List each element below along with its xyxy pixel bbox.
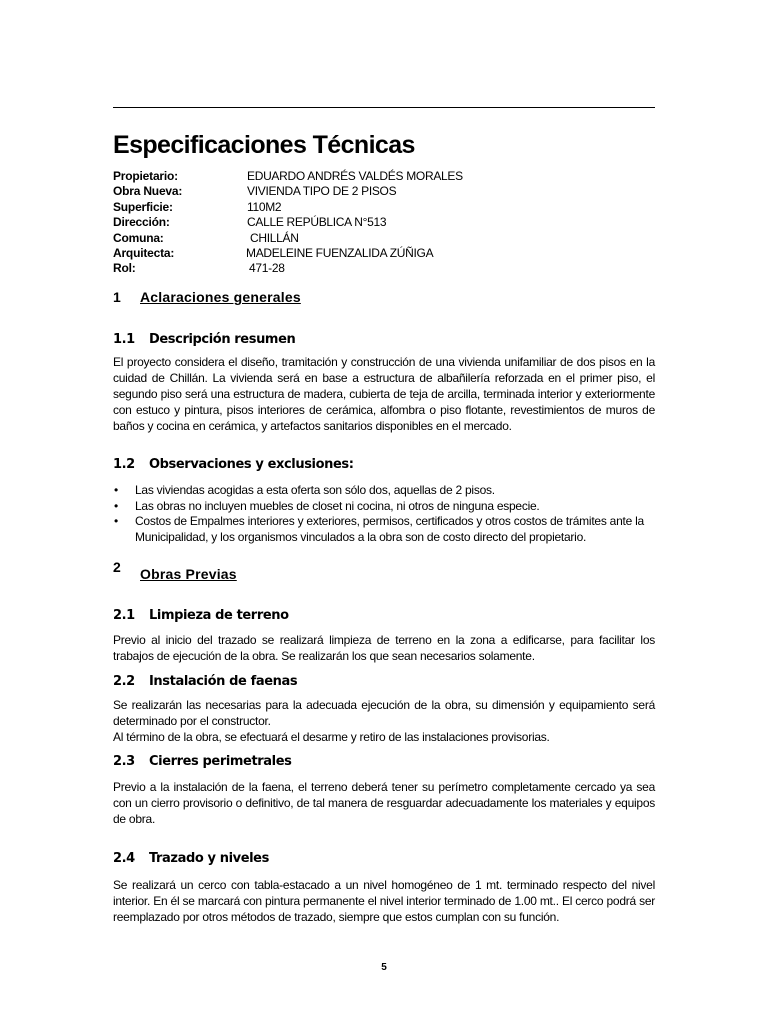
exclusions-list xyxy=(113,483,655,545)
section-1-1-paragraph xyxy=(113,354,655,434)
info-label: Obra Nueva: xyxy=(113,184,183,199)
paragraph-text: Se realizará un cerco con tabla-estacado a un nivel homogéneo de 1 mt. terminado respecto del nivel interior. En él se marcará con pintura permanente el nivel interior terminado de 1.00 mt.. El cerco podrá ser reemplazado por otros métodos de trazado, siempre que estos cumplan con su función. xyxy=(113,878,655,924)
info-value: CALLE REPÚBLICA N°513 xyxy=(247,215,387,230)
info-label: Dirección: xyxy=(113,215,170,230)
section-number: 2.1 xyxy=(113,608,135,623)
section-2-3-paragraph xyxy=(113,779,655,827)
section-title: Trazado y niveles xyxy=(149,851,269,866)
paragraph-text: Previo al inicio del trazado se realizará limpieza de terreno en la zona a edificarse, para facilitar los trabajos de ejecución de la obra. Se realizarán los que sean necesarios solamente. xyxy=(113,633,655,663)
paragraph-text: El proyecto considera el diseño, tramitación y construcción de una vivienda unifamiliar de dos pisos en la cuidad de Chillán. La vivienda será en base a estructura de albañilería reforzada en el primer piso, el segundo piso será una estructura de madera, cubierta de teja de arcilla, terminada interior y exteriormente con estuco y pintura, pisos interiores de cerámica, alfombra o piso flotante, revestimientos de muros de baños y cocina en cerámica, y artefactos sanitarios disponibles en el mercado. xyxy=(113,355,655,433)
section-number: 1 xyxy=(113,289,121,305)
paragraph-text: Al término de la obra, se efectuará el desarme y retiro de las instalaciones provisorias. xyxy=(113,730,550,744)
info-value: EDUARDO ANDRÉS VALDÉS MORALES xyxy=(247,169,463,183)
section-title: Observaciones y exclusiones: xyxy=(149,457,354,472)
section-2-4-paragraph xyxy=(113,877,655,925)
section-number: 1.2 xyxy=(113,457,135,472)
section-title: Aclaraciones generales xyxy=(140,289,301,305)
info-label: Rol: xyxy=(113,261,136,276)
list-item: • Las obras no incluyen muebles de closet ni cocina, ni otros de ninguna especie. xyxy=(113,499,655,515)
info-value: MADELEINE FUENZALIDA ZÚÑIGA xyxy=(246,245,434,260)
info-label: Arquitecta: xyxy=(113,245,175,260)
paragraph-text: Previo a la instalación de la faena, el terreno deberá tener su perímetro completamente cercado ya sea con un cierro provisorio o definitivo, de tal manera de resguardar adecuadamente los materiales y equipos de obra. xyxy=(113,780,655,826)
info-value: 471-28 xyxy=(249,261,285,276)
section-number: 2.2 xyxy=(113,674,135,689)
info-label: Superficie: xyxy=(113,199,173,214)
info-value: CHILLÁN xyxy=(250,230,299,245)
header-rule xyxy=(113,107,655,108)
document-title: Especificaciones Técnicas xyxy=(113,131,415,159)
section-title: Obras Previas xyxy=(140,566,237,582)
section-2-1-paragraph xyxy=(113,632,655,664)
paragraph-text: Se realizarán las necesarias para la adecuada ejecución de la obra, su dimensión y equipamiento será determinado por el constructor. xyxy=(113,698,655,728)
list-item: • Costos de Empalmes interiores y exteriores, permisos, certificados y otros costos de trámites ante la Municipalidad, y los organismos vinculados a la obra son de costo directo del propietario. xyxy=(113,514,655,545)
section-title: Limpieza de terreno xyxy=(149,608,289,623)
section-number: 2.4 xyxy=(113,851,135,866)
section-2-2-paragraph xyxy=(113,697,655,745)
info-value: 110M2 xyxy=(247,199,282,214)
section-title: Instalación de faenas xyxy=(149,674,298,689)
section-number: 2.3 xyxy=(113,754,135,769)
section-number: 2 xyxy=(113,559,121,575)
page-number: 5 xyxy=(381,962,387,973)
info-value: VIVIENDA TIPO DE 2 PISOS xyxy=(247,184,397,199)
info-label: Comuna: xyxy=(113,230,164,245)
section-title: Descripción resumen xyxy=(149,332,296,347)
section-number: 1.1 xyxy=(113,332,135,347)
list-item: • Las viviendas acogidas a esta oferta son sólo dos, aquellas de 2 pisos. xyxy=(113,483,655,499)
section-title: Cierres perimetrales xyxy=(149,754,292,769)
info-label: Propietario: xyxy=(113,169,178,183)
